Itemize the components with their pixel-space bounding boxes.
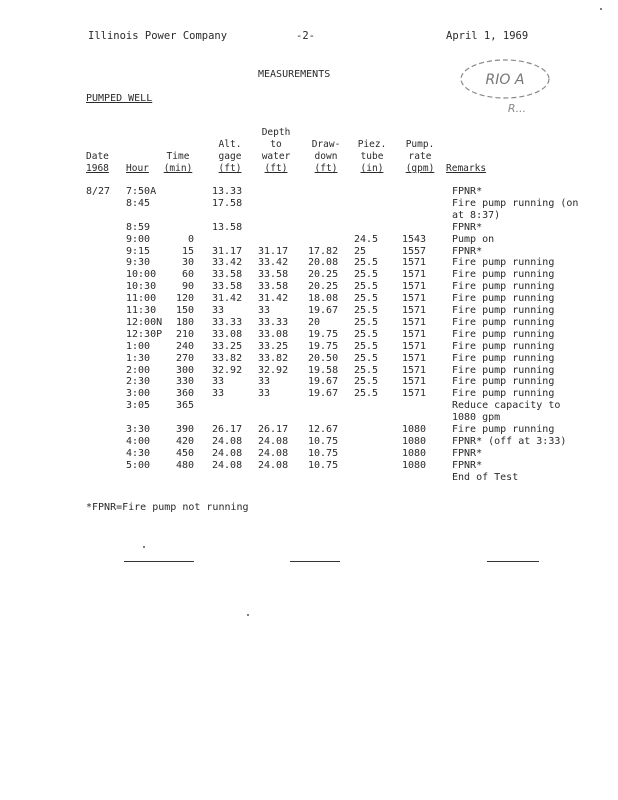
- signature-line-left: [124, 561, 194, 562]
- cell-pump: 1080: [402, 447, 427, 459]
- column-header-pump: [396, 139, 444, 175]
- cell-time: 420: [175, 435, 194, 447]
- column-header-line: Time: [166, 151, 190, 162]
- cell-altgage: 13.33: [212, 186, 243, 197]
- cell-depth: 24.08: [258, 459, 289, 471]
- cell-remarks: at 8:37): [452, 209, 501, 221]
- cell-depth: 33.25: [258, 340, 289, 352]
- cell-hour: 11:00: [126, 293, 157, 305]
- footnote: *FPNR=Fire pump not running: [86, 502, 249, 513]
- column-header-line: Pump.: [405, 139, 435, 150]
- document-date: April 1, 1969: [446, 30, 529, 42]
- cell-depth: 33.58: [258, 269, 289, 281]
- column-header-line: Piez.: [357, 139, 387, 150]
- document-title: MEASUREMENTS: [258, 69, 331, 80]
- cell-hour: 12:00N: [126, 316, 163, 328]
- cell-piez: 25.5: [354, 305, 379, 316]
- cell-remarks: Fire pump running: [452, 269, 555, 281]
- cell-time: 330: [175, 376, 194, 388]
- column-header-line: gage: [218, 151, 242, 162]
- cell-remarks: End of Test: [452, 471, 519, 483]
- cell-altgage: 32.92: [212, 364, 243, 376]
- cell-time: 360: [175, 388, 194, 400]
- cell-time: 300: [175, 364, 194, 376]
- cell-drawdown: 10.75: [308, 459, 339, 471]
- cell-piez: 25.5: [354, 364, 379, 376]
- cell-depth: 33.33: [258, 316, 289, 328]
- cell-hour: 8:45: [126, 197, 151, 209]
- cell-depth: 33.82: [258, 352, 289, 364]
- cell-hour: 9:15: [126, 245, 151, 257]
- cell-drawdown: 19.67: [308, 388, 339, 400]
- cell-piez: 25.5: [354, 269, 379, 281]
- cell-remarks: 1080 gpm: [452, 412, 501, 424]
- cell-time: 390: [175, 424, 194, 435]
- cell-piez: 25.5: [354, 257, 379, 269]
- cell-altgage: 24.08: [212, 459, 243, 471]
- cell-drawdown: 12.67: [308, 424, 339, 435]
- cell-hour: 7:50A: [126, 186, 157, 197]
- cell-remarks: Pump on: [452, 233, 495, 245]
- page-number: -2-: [296, 30, 315, 42]
- cell-hour: 5:00: [126, 459, 151, 471]
- column-header-line: Depth: [261, 127, 291, 138]
- cell-drawdown: 17.82: [308, 245, 339, 257]
- cell-pump: 1557: [402, 245, 427, 257]
- cell-hour: 1:00: [126, 340, 151, 352]
- cell-altgage: 24.08: [212, 435, 243, 447]
- column-header-line: (gpm): [405, 163, 435, 174]
- cell-depth: 33: [258, 376, 271, 388]
- cell-remarks: Fire pump running: [452, 388, 555, 400]
- cell-depth: 33.08: [258, 328, 289, 340]
- cell-remarks: FPNR*: [452, 447, 483, 459]
- cell-pump: 1080: [402, 459, 427, 471]
- cell-altgage: 33.33: [212, 316, 243, 328]
- cell-pump: 1571: [402, 281, 427, 293]
- cell-pump: 1571: [402, 340, 427, 352]
- cell-hour: 10:30: [126, 281, 157, 293]
- cell-depth: 33: [258, 388, 271, 400]
- cell-drawdown: 20.08: [308, 257, 339, 269]
- column-header-line: down: [314, 151, 338, 162]
- cell-altgage: 33.58: [212, 269, 243, 281]
- cell-drawdown: 20.25: [308, 281, 339, 293]
- column-header-line: Alt.: [218, 139, 242, 150]
- column-header-line: 1968: [86, 163, 109, 174]
- cell-hour: 1:30: [126, 352, 151, 364]
- cell-drawdown: 10.75: [308, 435, 339, 447]
- signature-line-right: [487, 561, 539, 562]
- cell-time: 0: [187, 233, 194, 245]
- cell-depth: 33.42: [258, 257, 289, 269]
- cell-pump: 1080: [402, 435, 427, 447]
- cell-time: 365: [175, 400, 194, 412]
- cell-hour: 4:30: [126, 447, 151, 459]
- cell-hour: 11:30: [126, 305, 157, 316]
- cell-depth: 31.42: [258, 293, 289, 305]
- column-header-line: (ft): [314, 163, 338, 174]
- cell-remarks: Fire pump running: [452, 340, 555, 352]
- cell-remarks: FPNR*: [452, 245, 483, 257]
- section-heading: PUMPED WELL: [86, 93, 153, 104]
- cell-piez: 24.5: [354, 233, 379, 245]
- column-header-line: Draw-: [311, 139, 341, 150]
- column-header-line: water: [261, 151, 291, 162]
- cell-remarks: Fire pump running: [452, 424, 555, 435]
- column-header-line: rate: [408, 151, 432, 162]
- column-header-depth: [252, 127, 300, 175]
- cell-depth: 33.58: [258, 281, 289, 293]
- cell-hour: 3:30: [126, 424, 151, 435]
- cell-drawdown: 19.67: [308, 376, 339, 388]
- cell-drawdown: 20: [308, 316, 321, 328]
- cell-depth: 33: [258, 305, 271, 316]
- cell-time: 120: [175, 293, 194, 305]
- cell-remarks: FPNR*: [452, 221, 483, 233]
- cell-pump: 1571: [402, 316, 427, 328]
- column-header-altgage: [206, 139, 254, 175]
- cell-time: 270: [175, 352, 194, 364]
- scan-speck: [247, 614, 249, 616]
- scan-speck: [143, 546, 145, 548]
- cell-drawdown: 19.58: [308, 364, 339, 376]
- cell-time: 240: [175, 340, 194, 352]
- cell-time: 150: [175, 305, 194, 316]
- cell-altgage: 33.58: [212, 281, 243, 293]
- signature-line-center: [290, 561, 340, 562]
- cell-altgage: 24.08: [212, 447, 243, 459]
- cell-remarks: Fire pump running: [452, 364, 555, 376]
- column-header-remarks: [446, 163, 506, 175]
- column-header-line: to: [270, 139, 282, 150]
- cell-pump: 1571: [402, 388, 427, 400]
- cell-time: 30: [181, 257, 194, 269]
- column-header-piez: [348, 139, 396, 175]
- cell-pump: 1571: [402, 293, 427, 305]
- cell-remarks: Fire pump running: [452, 352, 555, 364]
- cell-remarks: FPNR*: [452, 186, 483, 197]
- cell-time: 60: [181, 269, 194, 281]
- cell-hour: 3:00: [126, 388, 151, 400]
- cell-piez: 25.5: [354, 328, 379, 340]
- cell-altgage: 33.82: [212, 352, 243, 364]
- column-header-line: (min): [163, 163, 193, 174]
- cell-pump: 1571: [402, 328, 427, 340]
- cell-date: 8/27: [86, 186, 111, 197]
- stamp-text-1: RIO A: [485, 72, 525, 88]
- cell-drawdown: 19.75: [308, 340, 339, 352]
- cell-altgage: 33: [212, 376, 225, 388]
- column-header-line: (in): [360, 163, 384, 174]
- column-header-drawdown: [302, 139, 350, 175]
- cell-pump: 1571: [402, 305, 427, 316]
- column-header-line: (ft): [218, 163, 242, 174]
- company-name: Illinois Power Company: [88, 30, 228, 42]
- cell-remarks: FPNR* (off at 3:33): [452, 435, 567, 447]
- cell-hour: 12:30P: [126, 328, 163, 340]
- cell-pump: 1571: [402, 364, 427, 376]
- stamp-text-2: R...: [507, 102, 527, 115]
- cell-hour: 3:05: [126, 400, 151, 412]
- cell-remarks: Fire pump running: [452, 376, 555, 388]
- cell-altgage: 31.42: [212, 293, 243, 305]
- cell-drawdown: 19.67: [308, 305, 339, 316]
- cell-time: 90: [181, 281, 194, 293]
- cell-depth: 32.92: [258, 364, 289, 376]
- cell-piez: 25.5: [354, 281, 379, 293]
- cell-hour: 4:00: [126, 435, 151, 447]
- cell-pump: 1571: [402, 352, 427, 364]
- cell-pump: 1571: [402, 257, 427, 269]
- cell-depth: 26.17: [258, 424, 289, 435]
- cell-remarks: Fire pump running (on: [452, 197, 579, 209]
- cell-time: 450: [175, 447, 194, 459]
- cell-time: 210: [175, 328, 194, 340]
- column-header-line: Remarks: [446, 163, 487, 174]
- cell-drawdown: 20.25: [308, 269, 339, 281]
- cell-time: 180: [175, 316, 194, 328]
- cell-remarks: Fire pump running: [452, 293, 555, 305]
- cell-drawdown: 18.08: [308, 293, 339, 305]
- cell-altgage: 17.58: [212, 197, 243, 209]
- cell-time: 15: [181, 245, 194, 257]
- cell-piez: 25.5: [354, 352, 379, 364]
- cell-drawdown: 10.75: [308, 447, 339, 459]
- cell-pump: 1571: [402, 269, 427, 281]
- cell-piez: 25.5: [354, 388, 379, 400]
- scan-speck: [600, 8, 602, 10]
- cell-altgage: 33: [212, 388, 225, 400]
- cell-piez: 25.5: [354, 340, 379, 352]
- cell-pump: 1080: [402, 424, 427, 435]
- cell-drawdown: 20.50: [308, 352, 339, 364]
- received-stamp: [455, 55, 555, 115]
- cell-altgage: 33: [212, 305, 225, 316]
- cell-altgage: 31.17: [212, 245, 243, 257]
- cell-depth: 31.17: [258, 245, 289, 257]
- cell-piez: 25.5: [354, 293, 379, 305]
- cell-depth: 24.08: [258, 447, 289, 459]
- cell-altgage: 33.08: [212, 328, 243, 340]
- cell-pump: 1543: [402, 233, 427, 245]
- cell-altgage: 33.42: [212, 257, 243, 269]
- cell-time: 480: [175, 459, 194, 471]
- cell-drawdown: 19.75: [308, 328, 339, 340]
- cell-hour: 9:30: [126, 257, 151, 269]
- cell-hour: 2:30: [126, 376, 151, 388]
- cell-piez: 25.5: [354, 376, 379, 388]
- cell-remarks: Fire pump running: [452, 305, 555, 316]
- cell-remarks: FPNR*: [452, 459, 483, 471]
- column-header-line: tube: [360, 151, 384, 162]
- cell-hour: 9:00: [126, 233, 151, 245]
- cell-remarks: Reduce capacity to: [452, 400, 561, 412]
- column-header-line: Date: [86, 151, 109, 162]
- cell-remarks: Fire pump running: [452, 257, 555, 269]
- cell-remarks: Fire pump running: [452, 281, 555, 293]
- cell-remarks: Fire pump running: [452, 316, 555, 328]
- cell-pump: 1571: [402, 376, 427, 388]
- cell-altgage: 13.58: [212, 221, 243, 233]
- cell-altgage: 33.25: [212, 340, 243, 352]
- cell-depth: 24.08: [258, 435, 289, 447]
- cell-hour: 2:00: [126, 364, 151, 376]
- cell-piez: 25.5: [354, 316, 379, 328]
- cell-piez: 25: [354, 245, 367, 257]
- cell-hour: 10:00: [126, 269, 157, 281]
- column-header-line: (ft): [264, 163, 288, 174]
- cell-remarks: Fire pump running: [452, 328, 555, 340]
- cell-altgage: 26.17: [212, 424, 243, 435]
- column-header-line: Hour: [126, 163, 149, 174]
- column-header-time: [154, 151, 202, 175]
- cell-hour: 8:59: [126, 221, 151, 233]
